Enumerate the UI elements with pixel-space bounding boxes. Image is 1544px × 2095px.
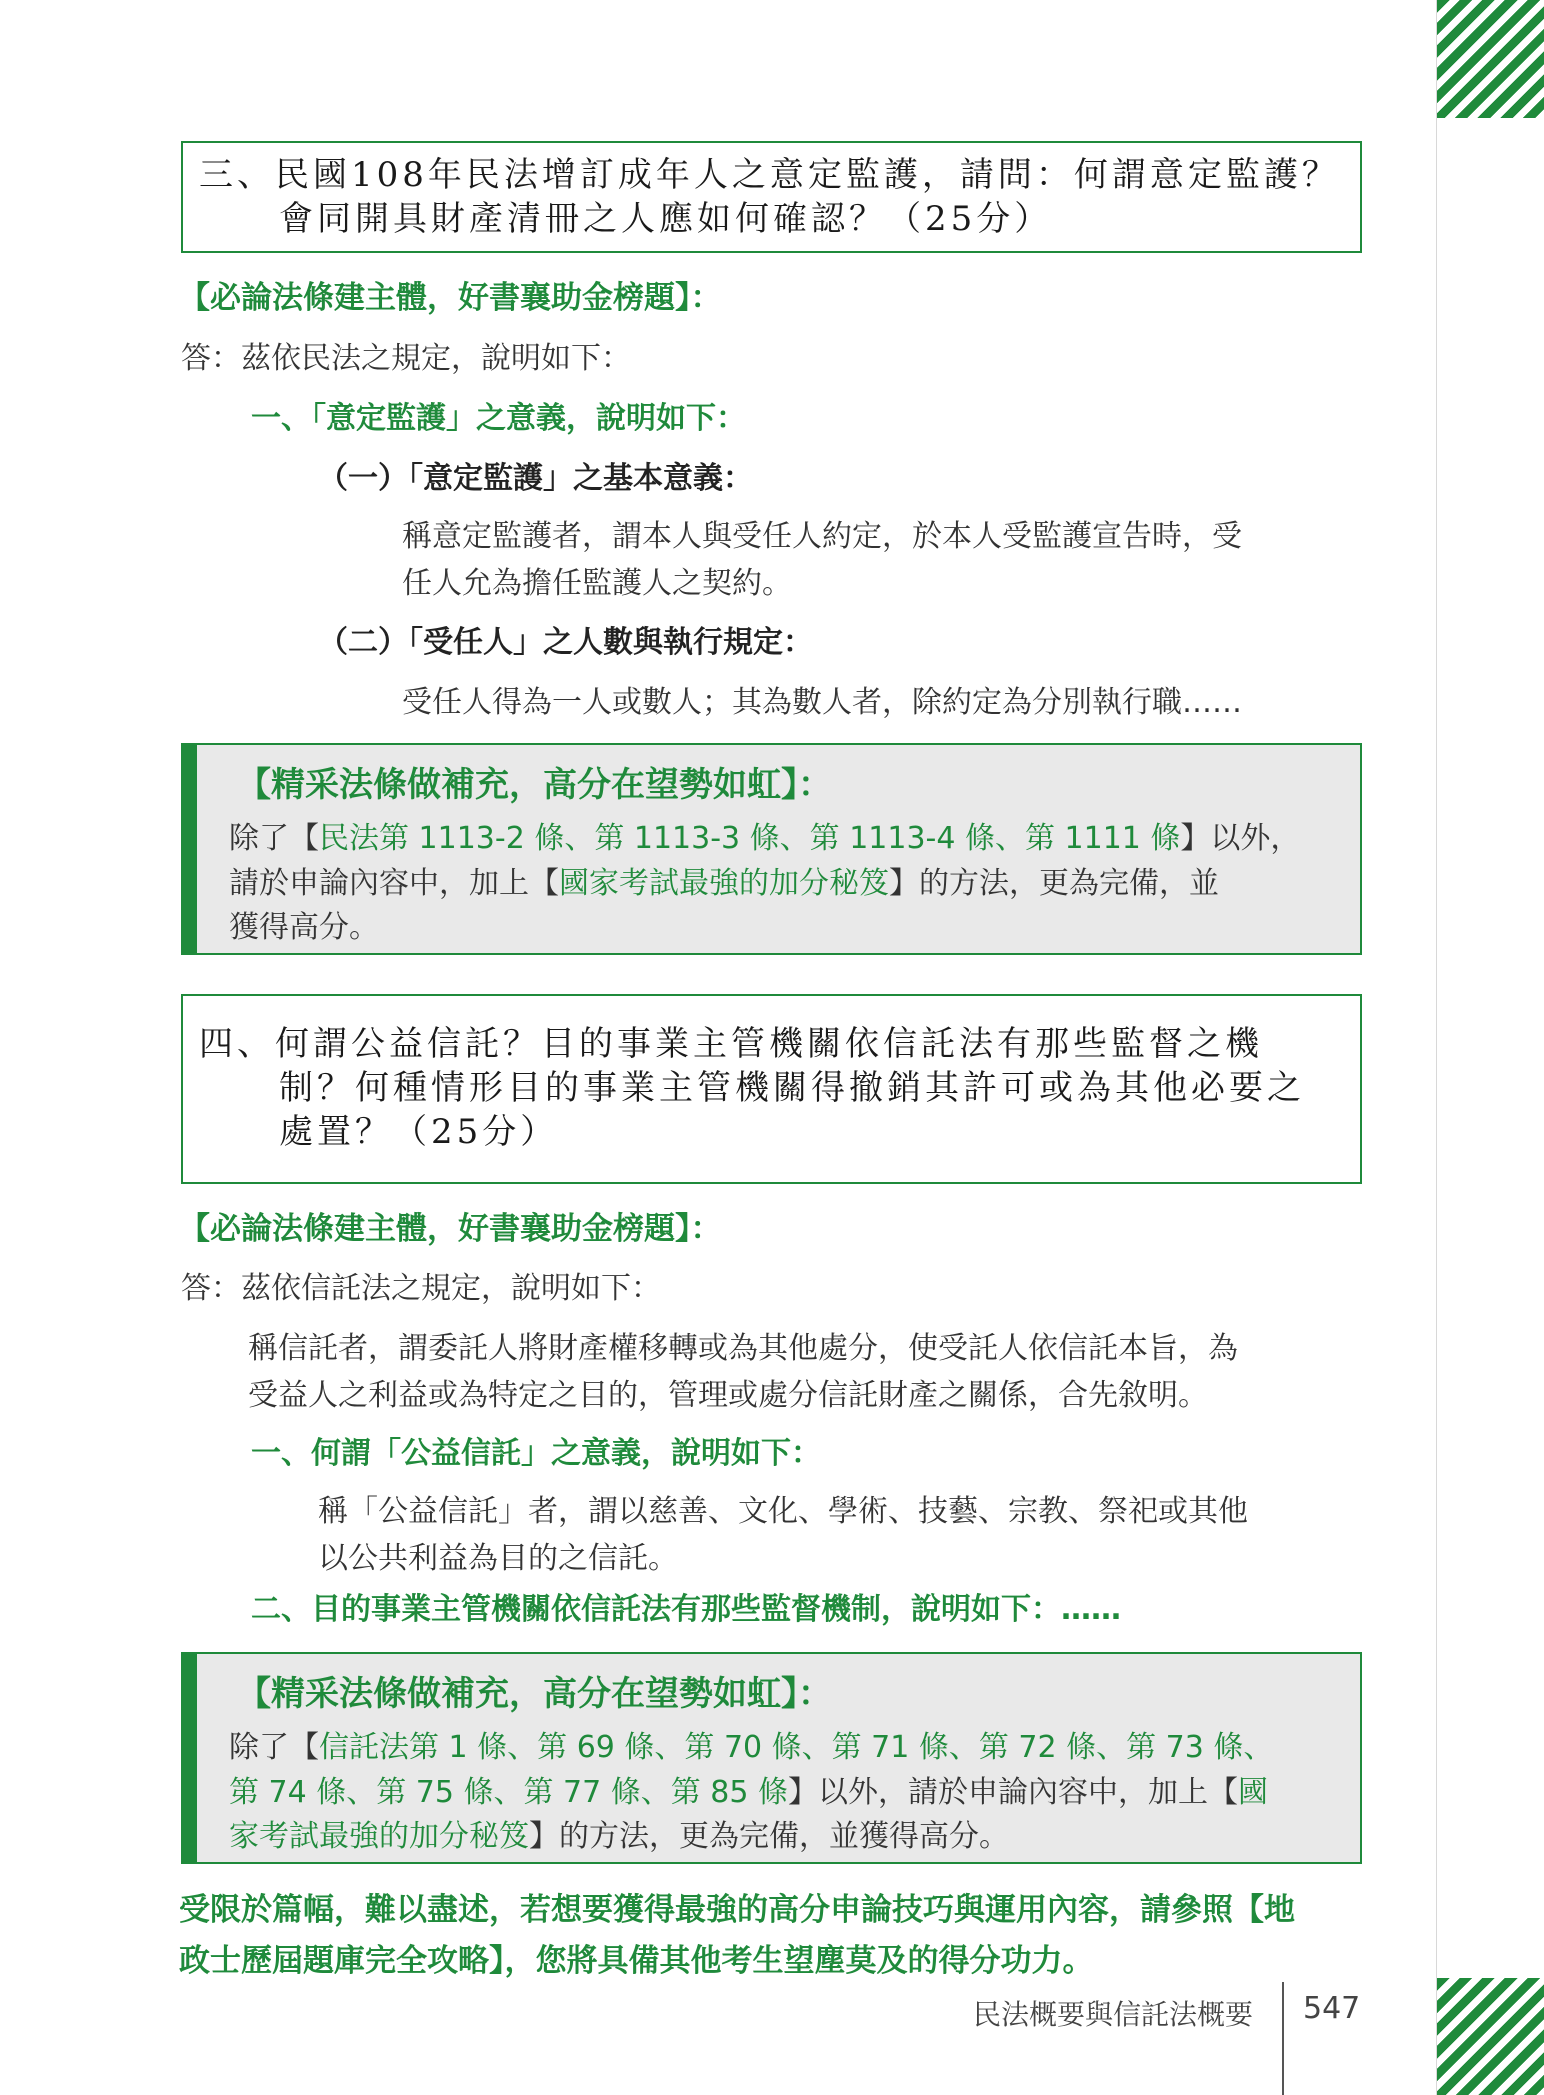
question-3-line-1: 三、民國108年民法增訂成年人之意定監護，請問：何謂意定監護？ [199,155,1340,195]
answer-4-section-1: 一、何謂「公益信託」之意義，說明如下： [251,1436,821,1471]
answer-3-sub-1-line-2: 任人允為擔任監護人之契約。 [402,566,792,601]
supplement-4-title: 【精采法條做補充，高分在望勢如虹】： [237,1674,832,1714]
supplement-4-bar [183,1654,197,1862]
closing-line-1: 受限於篇幅，難以盡述，若想要獲得最強的高分申論技巧與運用內容，請參照【地 [179,1892,1295,1928]
question-3-line-2: 會同開具財產清冊之人應如何確認？（25分） [279,199,1053,239]
question-4-line-2: 制？何種情形目的事業主管機關得撤銷其許可或為其他必要之 [279,1068,1305,1108]
answer-3-sub-1-line-1: 稱意定監護者，謂本人與受任人約定，於本人受監護宣告時，受 [402,519,1242,554]
supplement-4-line-3: 家考試最強的加分秘笈】的方法，更為完備，並獲得高分。 [229,1819,1009,1854]
question-3-box [181,141,1362,253]
footer-book-title: 民法概要與信託法概要 [973,1998,1254,2031]
supplement-3-bar [183,745,197,953]
supplement-4-line-2: 第 74 條、第 75 條、第 77 條、第 85 條】以外，請於申論內容中，加上【國 [229,1775,1268,1810]
question-4-line-3: 處置？（25分） [279,1112,559,1152]
supplement-4-line-1: 除了【信託法第 1 條、第 69 條、第 70 條、第 71 條、第 72 條、第 73 條、 [229,1730,1274,1765]
answer-4-section-1-line-2: 以公共利益為目的之信託。 [318,1541,678,1576]
answer-3-sub-2-title: （二）「受任人」之人數與執行規定： [318,625,813,660]
supplement-3-box [181,743,1362,955]
top-stripe-band [1437,0,1544,118]
supplement-3-line-3: 獲得高分。 [229,910,379,945]
answer-4-section-1-line-1: 稱「公益信託」者，謂以慈善、文化、學術、技藝、宗教、祭祀或其他 [318,1494,1248,1529]
bottom-stripe-band [1437,1978,1544,2095]
supplement-3-line-2: 請於申論內容中，加上【國家考試最強的加分秘笈】的方法，更為完備，並 [229,866,1219,901]
supplement-3-line-1: 除了【民法第 1113-2 條、第 1113-3 條、第 1113-4 條、第 1111 條】以外， [229,821,1301,856]
answer-3-sub-2-line-1: 受任人得為一人或數人；其為數人者，除約定為分別執行職…… [402,685,1242,720]
question-4-line-1: 四、何謂公益信託？目的事業主管機關依信託法有那些監督之機 [199,1024,1263,1064]
answer-4-heading: 【必論法條建主體，好書襄助金榜題】： [179,1211,722,1247]
answer-4-paragraph-line-2: 受益人之利益或為特定之目的，管理或處分信託財產之關係，合先敘明。 [248,1378,1208,1413]
closing-line-2: 政士歷屆題庫完全攻略】，您將具備其他考生望塵莫及的得分功力。 [179,1943,1094,1979]
answer-4-section-2: 二、目的事業主管機關依信託法有那些監督機制，說明如下：…… [251,1592,1121,1627]
page-edge-line [1436,0,1437,2095]
answer-3-heading: 【必論法條建主體，好書襄助金榜題】： [179,280,722,316]
page-number: 547 [1303,1991,1361,2026]
answer-3-intro: 答：茲依民法之規定，說明如下： [181,341,631,376]
answer-3-section-1: 一、「意定監護」之意義，說明如下： [251,401,746,436]
supplement-3-title: 【精采法條做補充，高分在望勢如虹】： [237,765,832,805]
answer-3-sub-1-title: （一）「意定監護」之基本意義： [318,461,753,496]
question-4-box [181,994,1362,1184]
answer-4-paragraph-line-1: 稱信託者，謂委託人將財產權移轉或為其他處分，使受託人依信託本旨，為 [248,1331,1238,1366]
answer-4-intro: 答：茲依信託法之規定，說明如下： [181,1271,661,1306]
supplement-4-box [181,1652,1362,1864]
footer-divider [1282,1982,1284,2095]
